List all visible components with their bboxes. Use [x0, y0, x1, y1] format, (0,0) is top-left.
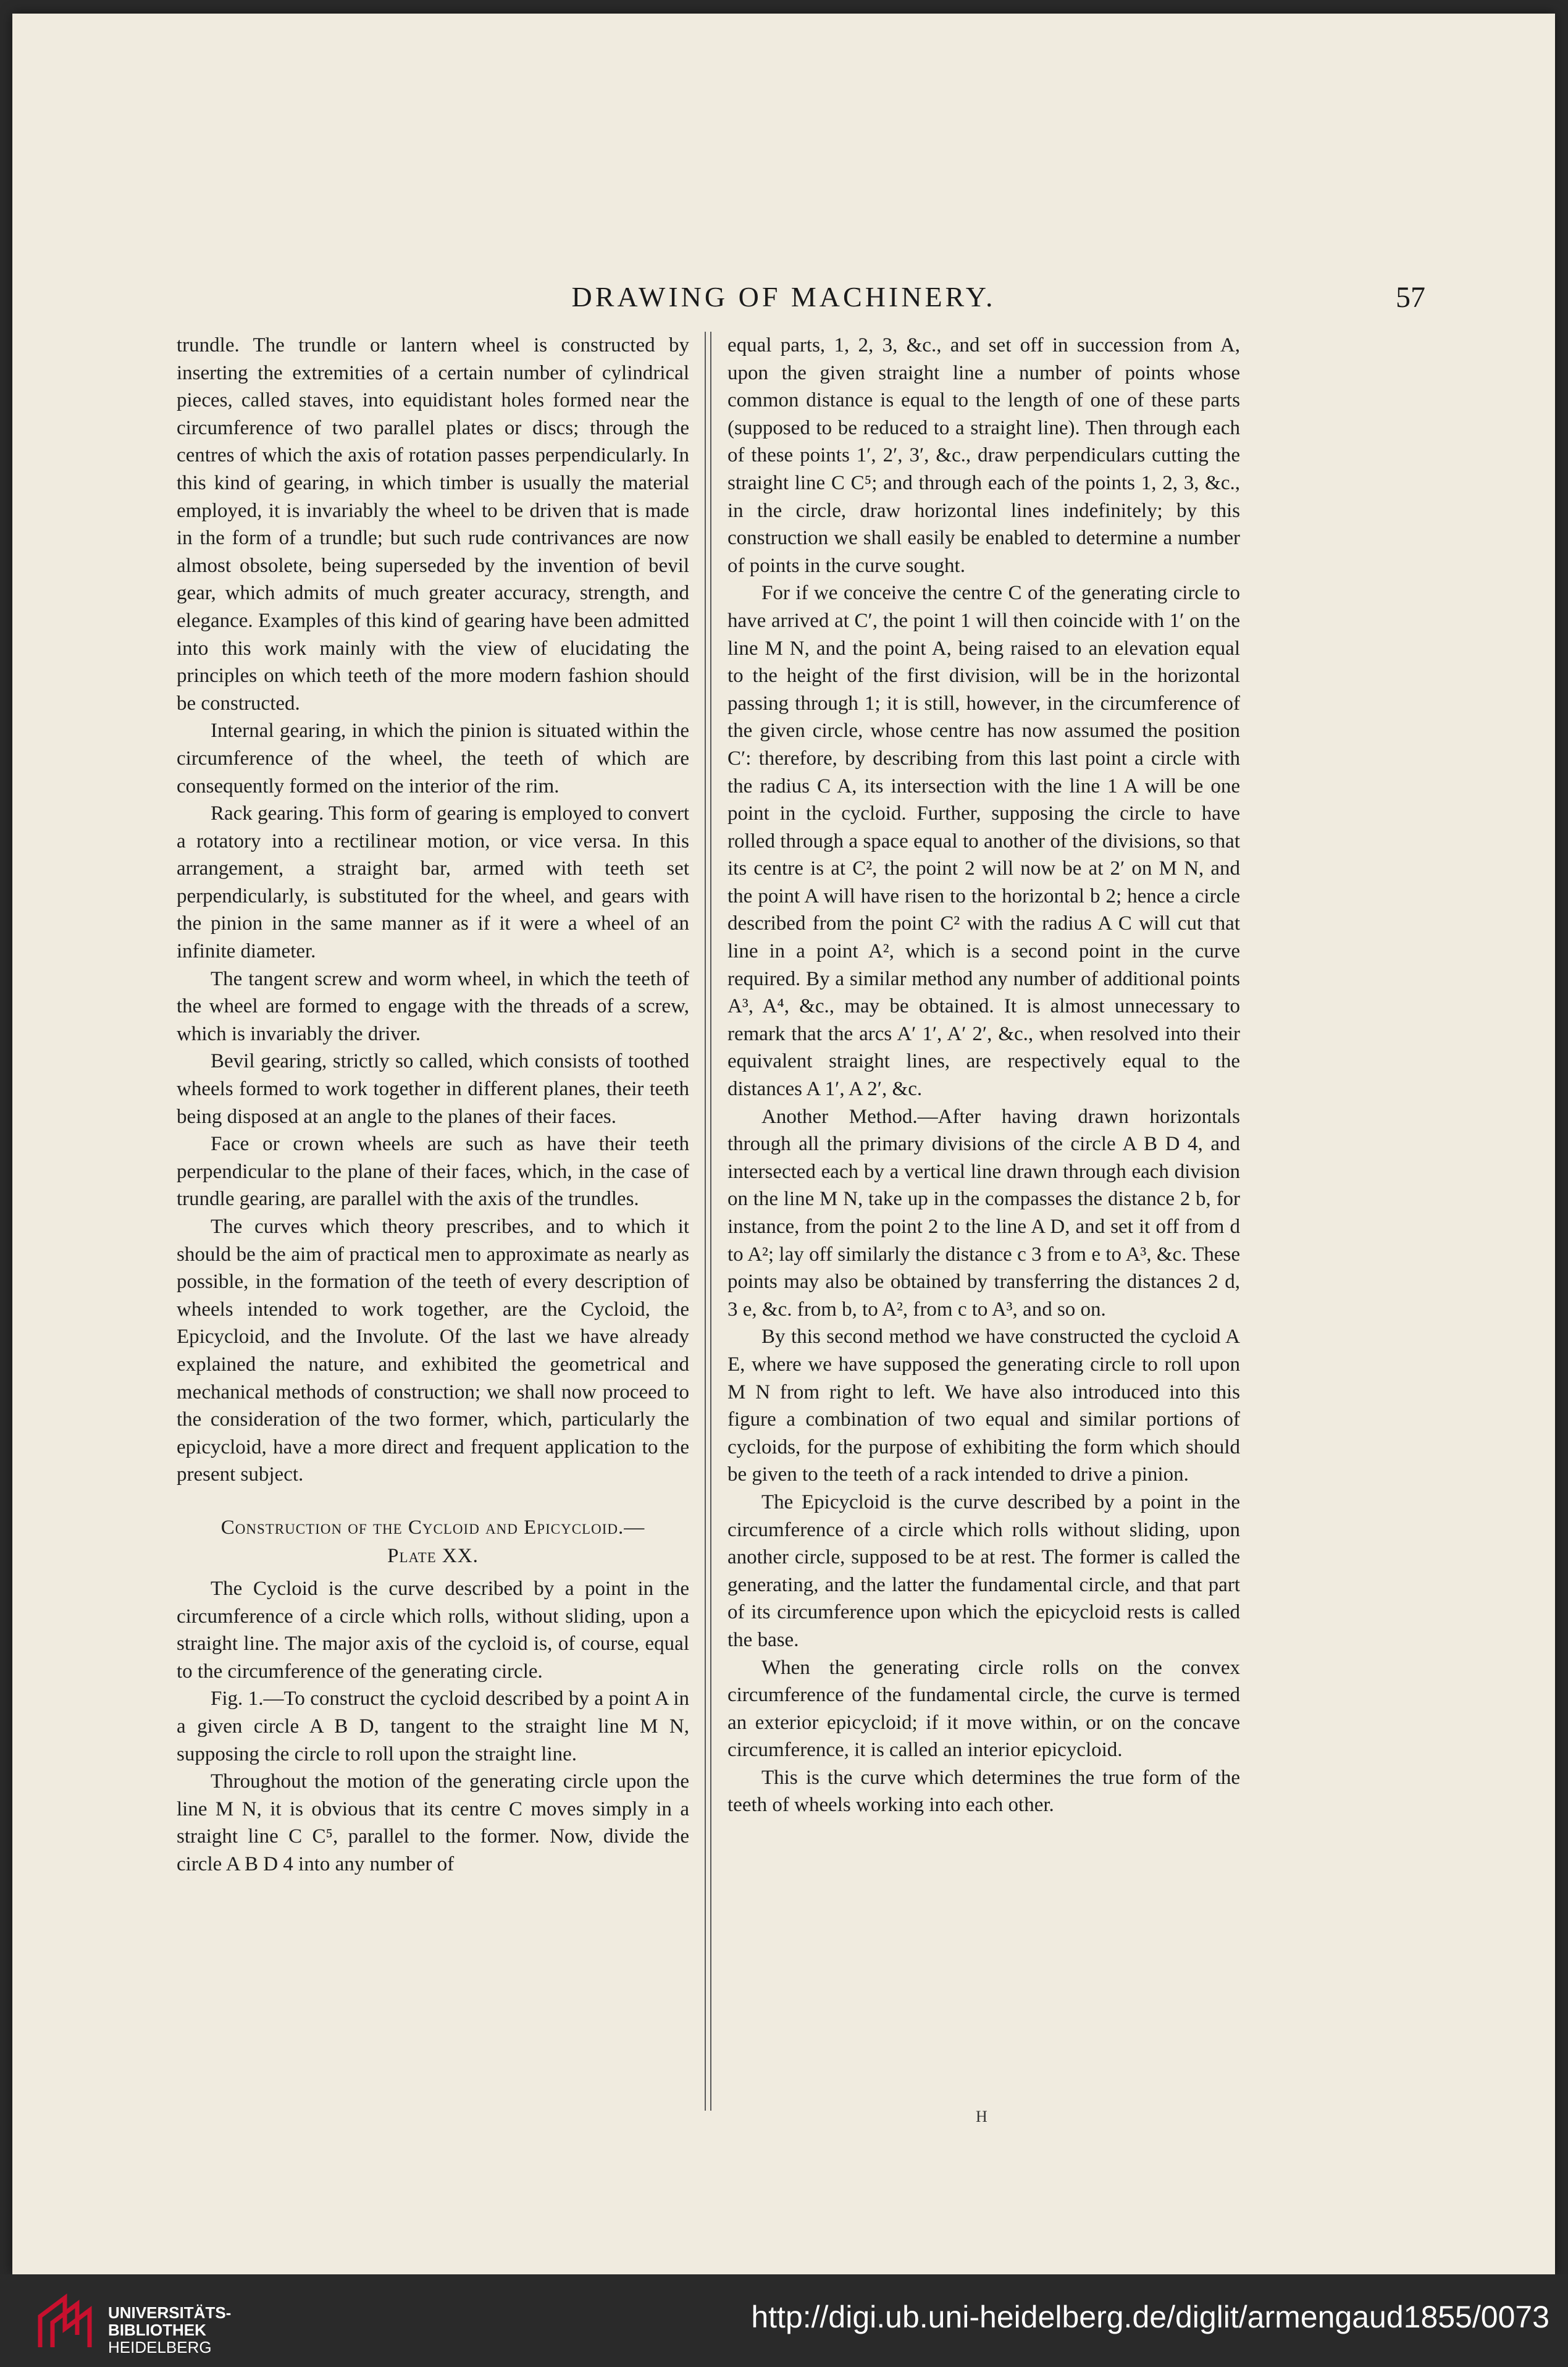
library-name-line: HEIDELBERG [108, 2338, 212, 2356]
library-name-line: BIBLIOTHEK [108, 2321, 206, 2339]
library-name-line: UNIVERSITÄTS- [108, 2303, 232, 2322]
signature-mark: H [976, 2108, 987, 2125]
paragraph: Face or crown wheels are such as have their teeth perpendicular to the plane of their faces, which, in the case of trundle gearing, are parallel with the axis of the trundles. [177, 1133, 689, 1211]
paragraph: Bevil gearing, strictly so called, which consists of toothed wheels formed to work together in different planes, their teeth being disposed at an angle to the planes of their faces. [177, 1050, 689, 1128]
paragraph: trundle. The trundle or lantern wheel is constructed by inserting the extremities of a certain number of cylindrical pieces, called staves, into equidistant holes formed near the circumference of two parallel plates or discs; through the centres of which the axis of rotation passes perpendicularly. In this kind of gearing, in which timber is usually the material employed, it is invariably the wheel to be driven that is made in the form of a trundle; but such rude contrivances are now almost obsolete, being superseded by the invention of bevil gear, which admits of much greater accuracy, strength, and elegance. Examples of this kind of gearing have been admitted into this work mainly with the view of elucidating the principles on which teeth of the more modern fashion should be constructed. [177, 334, 689, 715]
source-url[interactable]: http://digi.ub.uni-heidelberg.de/diglit/armengaud1855/0073 [751, 2300, 1549, 2334]
paragraph: equal parts, 1, 2, 3, &c., and set off in succession from A, upon the given straight line a number of points whose common distance is equal to the length of one of these parts (supposed to be reduced to a straight line). Then through each of these points 1′, 2′, 3′, &c., draw perpendiculars cutting the straight line C C⁵; and through each of the points 1, 2, 3, &c., in the circle, draw horizontal lines indefinitely; by this construction we shall easily be enabled to determine a number of points in the curve sought. [727, 334, 1240, 577]
paragraph: Internal gearing, in which the pinion is situated within the circumference of the wheel, the teeth of which are consequently formed on the interior of the rim. [177, 720, 689, 797]
paragraph: By this second method we have constructed the cycloid A E, where we have supposed the generating circle to roll upon M N from right to left. We have also introduced into this figure a combination of two equal and similar portions of cycloids, for the purpose of exhibiting the form which should be given to the teeth of a rack intended to drive a pinion. [727, 1326, 1240, 1486]
paragraph: This is the curve which determines the true form of the teeth of wheels working into each other. [727, 1766, 1240, 1817]
paragraph: The tangent screw and worm wheel, in which the teeth of the wheel are formed to engage with the threads of a screw, which is invariably the driver. [177, 967, 689, 1045]
heidelberg-library-logo-icon [34, 2292, 96, 2353]
paragraph: The curves which theory prescribes, and to which it should be the aim of practical men to approximate as nearly as possible, in the formation of the teeth of every description of wheels intended to work together, are the Cycloid, the Epicycloid, and the Involute. Of the last we have already explained the nature, and exhibited the geometrical and mechanical methods of construction; we shall now proceed to the consideration of the two former, which, particularly the epicycloid, have a more direct and frequent application to the present subject. [177, 1216, 689, 1486]
paragraph: When the generating circle rolls on the convex circumference of the fundamental circle, the curve is termed an exterior epicycloid; if it move within, or on the concave circumference, it is called an interior epicycloid. [727, 1656, 1240, 1762]
section-heading-line: Construction of the Cycloid and Epicycloid.— [220, 1516, 645, 1539]
column-divider [705, 332, 711, 2111]
running-title: DRAWING OF MACHINERY. [571, 281, 996, 313]
page-number: 57 [1396, 281, 1425, 314]
section-heading [177, 1513, 689, 1570]
left-column [177, 332, 689, 1878]
paragraph: The Epicycloid is the curve described by a point in the circumference of a circle which rolls without sliding, upon another circle, supposed to be at rest. The former is called the generating, and the latter the fundamental circle, and that part of its circumference upon which the epicycloid rests is called the base. [727, 1490, 1240, 1651]
viewer-footer [0, 2274, 1568, 2367]
paragraph: Fig. 1.—To construct the cycloid described by a point A in a given circle A B D, tangent to the straight line M N, supposing the circle to roll upon the straight line. [177, 1688, 689, 1765]
paragraph: The Cycloid is the curve described by a point in the circumference of a circle which rolls, without sliding, upon a straight line. The major axis of the cycloid is, of course, equal to the circumference of the generating circle. [177, 1577, 689, 1683]
library-name [108, 2304, 231, 2356]
section-heading-plate: Plate XX. [387, 1544, 479, 1567]
paragraph: Rack gearing. This form of gearing is employed to convert a rotatory into a rectilinear motion, or vice versa. In this arrangement, a straight bar, armed with teeth set perpendicularly, is substituted for the wheel, and gears with the pinion in the same manner as if it were a wheel of an infinite diameter. [177, 802, 689, 963]
paragraph: Throughout the motion of the generating circle upon the line M N, it is obvious that its centre C moves simply in a straight line C C⁵, parallel to the former. Now, divide the circle A B D 4 into any number of [177, 1770, 689, 1875]
paragraph: Another Method.—After having drawn horizontals through all the primary divisions of the circle A B D 4, and intersected each by a vertical line drawn through each division on the line M N, take up in the compasses the distance 2 b, for instance, from the point 2 to the line A D, and set it off from d to A²; lay off similarly the distance c 3 from e to A³, &c. These points may also be obtained by transferring the distances 2 d, 3 e, &c. from b, to A², from c to A³, and so on. [727, 1105, 1240, 1321]
scanned-page [12, 14, 1555, 2274]
right-column [727, 332, 1240, 1819]
paragraph: For if we conceive the centre C of the generating circle to have arrived at C′, the point 1 will then coincide with 1′ on the line M N, and the point A, being raised to an elevation equal to the height of the first division, will be in the horizontal passing through 1; it is still, however, in the circumference of the given circle, whose centre has now assumed the position C′: therefore, by describing from this last point a circle with the radius C A, its intersection with the line 1 A will be one point in the cycloid. Further, supposing the circle to have rolled through a space equal to another of the divisions, so that its centre is at C², the point 2 will now be at 2′ on M N, and the point A will have risen to the horizontal b 2; hence a circle described from the point C² with the radius A C will cut that line in a point A², which is a second point in the curve required. By a similar method any number of additional points A³, A⁴, &c., may be obtained. It is almost unnecessary to remark that the arcs A′ 1′, A′ 2′, &c., when resolved into their equivalent straight lines, are respectively equal to the distances A 1′, A 2′, &c. [727, 582, 1240, 1101]
